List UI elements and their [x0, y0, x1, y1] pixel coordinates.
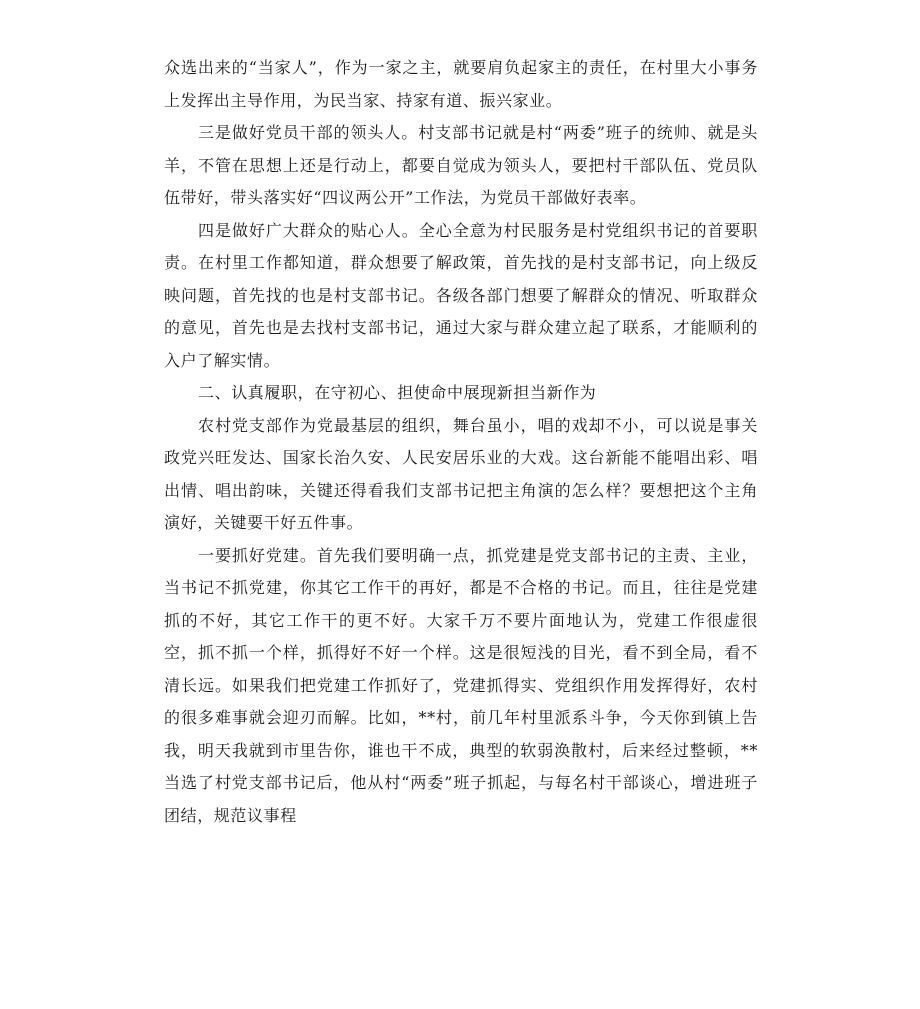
section-heading: 二、认真履职，在守初心、担使命中展现新担当新作为 [198, 383, 597, 402]
document-body [164, 52, 758, 832]
paragraph-6: 一要抓好党建。首先我们要明确一点，抓党建是党支部书记的主责、主业，当书记不抓党建，你其它工作干的再好，都是不合格的书记。而且，往往是党建抓的不好，其它工作干的更不好。大家千万不要片面地认为，党建工作很虚很空，抓不抓一个样，抓得好不好一个样。这是很短浅的目光，看不到全局，看不清长远。如果我们把党建工作抓好了，党建抓得实、党组织作用发挥得好，农村的很多难事就会迎刃而解。比如，**村，前几年村里派系斗争，今天你到镇上告我，明天我就到市里告你，谁也干不成，典型的软弱涣散村，后来经过整顿，**当选了村党支部书记后，他从村“两委”班子抓起，与每名村干部谈心，增进班子团结，规范议事程 [164, 545, 758, 825]
paragraph-1: 众选出来的“当家人”，作为一家之主，就要肩负起家主的责任，在村里大小事务上发挥出主导作用，为民当家、持家有道、振兴家业。 [164, 58, 758, 110]
paragraph-2: 三是做好党员干部的领头人。村支部书记就是村“两委”班子的统帅、就是头羊，不管在思想上还是行动上，都要自觉成为领头人，要把村干部队伍、党员队伍带好，带头落实好“四议两公开”工作法，为党员干部做好表率。 [164, 123, 758, 207]
paragraph-5: 农村党支部作为党最基层的组织，舞台虽小，唱的戏却不小，可以说是事关政党兴旺发达、国家长治久安、人民安居乐业的大戏。这台新能不能唱出彩、唱出情、唱出韵味，关键还得看我们支部书记把主角演的怎么样？要想把这个主角演好，关键要干好五件事。 [164, 415, 758, 532]
paragraph-3: 四是做好广大群众的贴心人。全心全意为村民服务是村党组织书记的首要职责。在村里工作都知道，群众想要了解政策，首先找的是村支部书记，向上级反映问题，首先找的也是村支部书记。各级各部门想要了解群众的情况、听取群众的意见，首先也是去找村支部书记，通过大家与群众建立起了联系，才能顺利的入户了解实情。 [164, 220, 758, 370]
